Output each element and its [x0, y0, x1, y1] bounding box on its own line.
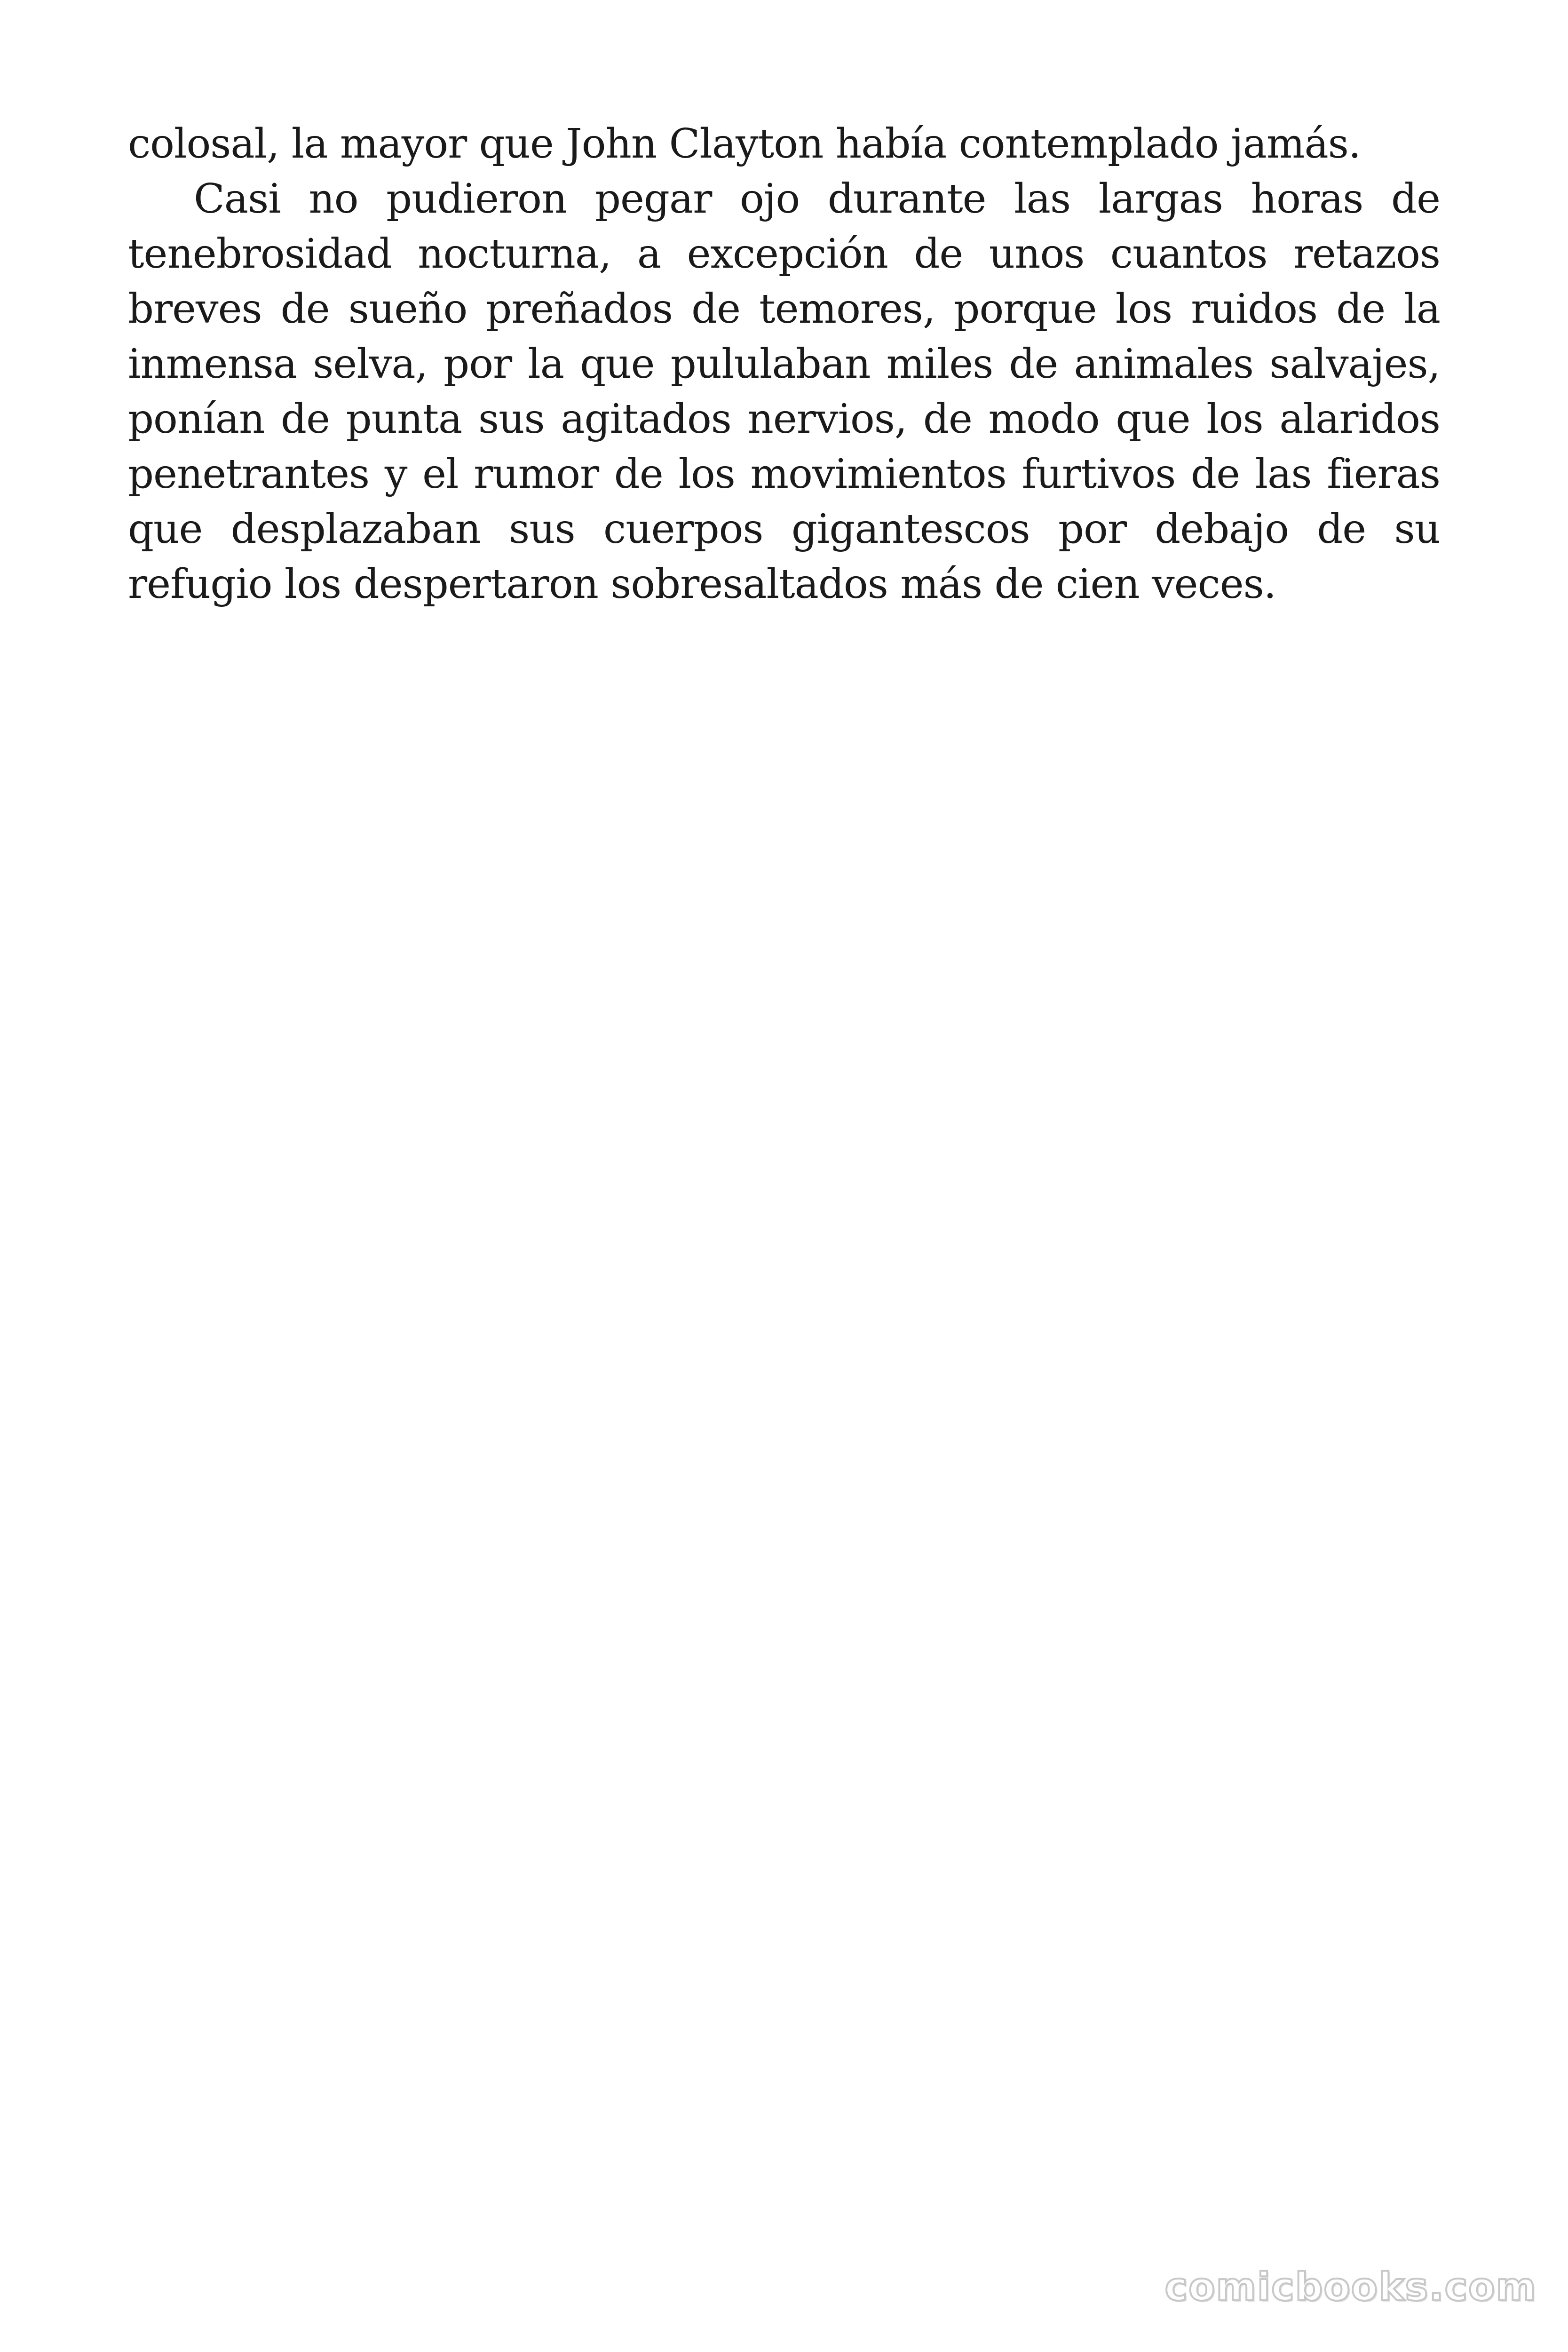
- body-text: [128, 117, 1440, 612]
- paragraph-night-in-jungle: Casi no pudieron pegar ojo durante las largas horas de tenebrosidad nocturna, a excepción de unos cuantos retazos breves de sueño preñados de temores, porque los ruidos de la inmensa selva, por la que pululaban miles de animales salvajes, ponían de punta sus agitados nervios, de modo que los alaridos penetrantes y el rumor de los movimientos furtivos de las fieras que desplazaban sus cuerpos gigantescos por debajo de su refugio los despertaron sobresaltados más de cien veces.: [128, 175, 1440, 608]
- watermark-logo: comicbooks.com: [1164, 2265, 1537, 2310]
- paragraph-continuation: colosal, la mayor que John Clayton había contemplado jamás.: [128, 120, 1361, 167]
